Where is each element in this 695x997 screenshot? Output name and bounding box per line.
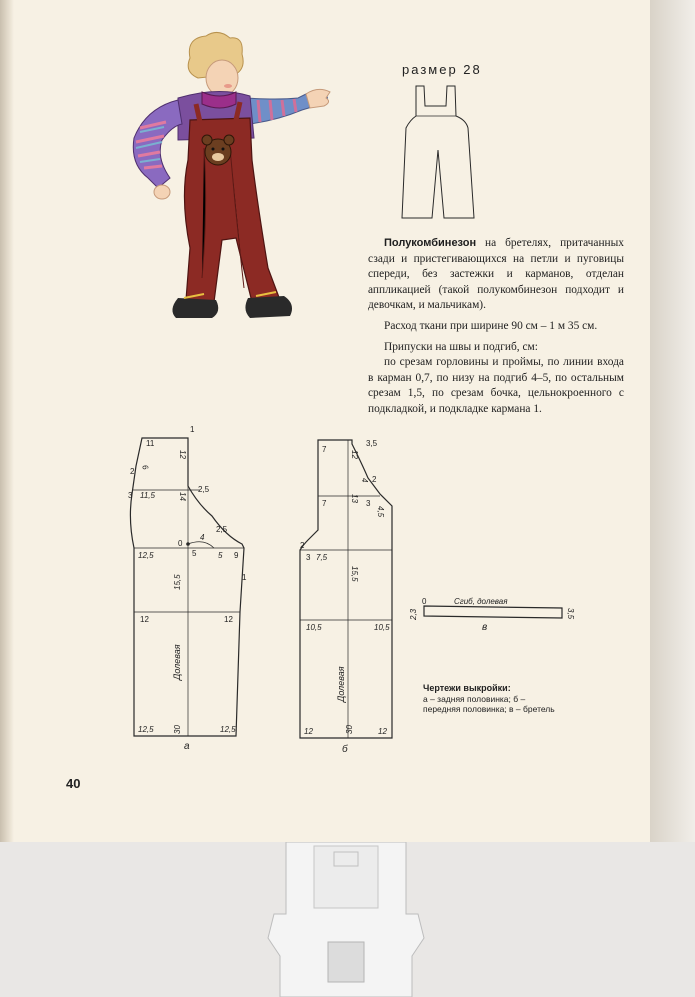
b-label-neck-four: 4 [360,478,369,483]
b-label-arm-right: 4,5 [376,506,385,518]
b-label-neck-two: 2 [372,475,377,484]
a-label-side-two: 2 [130,467,135,476]
pattern-v-strap [408,594,580,638]
a-label-crotch: 5 [218,551,223,560]
a-label-hip-depth: 15,5 [173,574,182,590]
a-label-knee-right: 12 [224,615,233,624]
b-label-hem-left: 12 [304,727,313,736]
page-number: 40 [66,776,81,791]
strap-fold-label: Сгиб, долевая [454,597,508,606]
scanner-clip [262,842,430,997]
a-label-arm-right: 2,5 [198,485,210,494]
a-label-top-right: 1 [190,425,195,434]
a-label-four: 4 [200,533,205,542]
overalls-front-sketch [398,84,478,224]
a-label-hem-right: 12,5 [220,725,236,734]
pattern-a-back-half [118,424,268,754]
a-pattern-letter: а [184,741,190,752]
b-label-strap-length: 12 [350,450,359,459]
article-intro-text: на бретелях, притачанных сзади и пристегивающихся на петли и пуговицы спереди, без застежки и карманов, отделан аппликацией (такой полукомбинезон подходит и девочкам, и мальчикам). [368,237,624,312]
b-grain-label: Долевая [336,666,346,702]
a-label-top-width: 11 [146,439,155,448]
a-label-side-six: 6 [140,463,151,471]
a-label-strap-length: 12 [178,450,187,459]
a-label-hip-nine: 9 [234,551,239,560]
article-intro-bold: Полукомбинезон [384,237,477,249]
b-label-top-width: 7 [322,445,327,454]
strap-pattern-letter: в [482,622,488,633]
page-edge-shadow [650,0,695,842]
a-label-five: 5 [192,549,197,558]
a-label-curve-right: 2,5 [216,525,228,534]
b-label-arm-depth: 13 [350,494,359,503]
article-fabric: Расход ткани при ширине 90 см – 1 м 35 см. [384,319,598,332]
strap-label-right-height: 3,5 [566,608,575,620]
a-label-side-one: 1 [242,573,247,582]
article-body [368,236,624,423]
b-label-arm-width: 7 [322,499,327,508]
b-label-knee-right: 10,5 [374,623,390,632]
article-intro [368,236,624,314]
b-label-hem-right: 12 [378,727,387,736]
caption-text: а – задняя половинка; б – передняя половинка; в – бретель [423,694,555,714]
b-label-hip-depth: 15,5 [350,566,359,582]
a-label-arm-depth: 14 [178,492,187,501]
child-overalls-illustration [118,28,338,328]
page-gutter-shadow [0,0,14,842]
a-label-hem-left: 12,5 [138,725,154,734]
a-grain-label: Долевая [172,644,182,680]
b-label-arm-three: 3 [366,499,371,508]
a-label-zero: 0 [178,539,183,548]
b-label-leg-length: 30 [345,725,354,734]
size-title: размер 28 [402,62,482,77]
a-label-knee-left: 12 [140,615,149,624]
b-label-hip-width: 7,5 [316,553,328,562]
a-label-arm-width: 11,5 [140,491,155,500]
strap-label-left-height: 2,3 [409,608,418,620]
b-label-top-right: 3,5 [366,439,378,448]
strap-label-left-top: 0 [422,597,427,606]
pattern-b-front-half [296,434,406,756]
a-label-arm-three: 3 [128,491,133,500]
a-label-hip-left: 12,5 [138,551,154,560]
article-allowance-title: Припуски на швы и подгиб, см: [384,340,538,353]
caption-title: Чертежи выкройки: [423,683,511,693]
b-label-hip-three: 3 [306,553,311,562]
b-label-knee-left: 10,5 [306,623,322,632]
article-allowance-text: по срезам горловины и проймы, по линии входа в карман 0,7, по низу на подгиб 4–5, по остальным срезам 1,5, по срезам бочка, цельнокроенного с подкладкой, и подкладке кармана 1. [368,356,624,415]
pattern-caption [423,683,563,714]
b-pattern-letter: б [342,744,348,755]
a-label-leg-length: 30 [173,725,182,734]
b-label-side-two: 2 [300,541,305,550]
